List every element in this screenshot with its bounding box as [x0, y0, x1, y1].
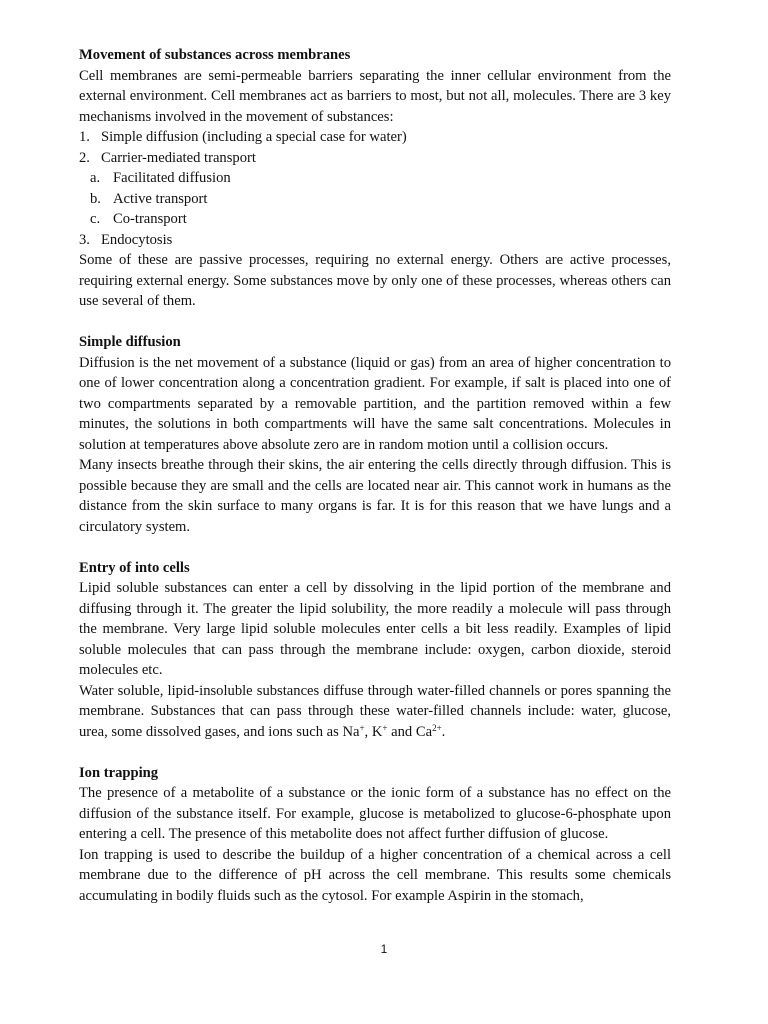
spacer — [79, 742, 671, 763]
list-item — [79, 127, 671, 148]
spacer — [79, 537, 671, 558]
list-text: Co-transport — [113, 211, 187, 227]
diffusion-paragraph-1: Diffusion is the net movement of a substance (liquid or gas) from an area of higher concentration to one of lower concentration along a concentration gradient. For example, if salt is placed into one of two compartments separated by a removable partition, and the partition removed within a few minutes, the solutions in both compartments will have the same salt concentrations. Molecules in solution at temperatures above absolute zero are in random motion until a collision occurs. — [79, 354, 671, 453]
list-item — [79, 230, 671, 251]
entry-paragraph-1: Lipid soluble substances can enter a cell by dissolving in the lipid portion of the membrane and diffusing through it. The greater the lipid solubility, the more readily a molecule will pass through the membrane. Very large lipid soluble molecules enter cells a bit less readily. Examples of lipid soluble molecules that can pass through the membrane include: oxygen, carbon dioxide, steroid molecules etc. — [79, 580, 671, 678]
calcium-charge: 2+ — [432, 722, 442, 733]
ion-paragraph-2: Ion trapping is used to describe the buildup of a higher concentration of a chemical across a cell membrane due to the difference of pH across the cell membrane. This results some chemicals accumulating in bodily fluids such as the cytosol. For example Aspirin in the stomach, — [79, 846, 671, 904]
intro-paragraph: Cell membranes are semi-permeable barriers separating the inner cellular environment from the external environment. Cell membranes act as barriers to most, but not all, molecules. There are 3 key mechanisms involved in the movement of substances: — [79, 67, 671, 125]
ion-paragraph-1: The presence of a metabolite of a substance or the ionic form of a substance has no effect on the diffusion of the substance itself. For example, glucose is metabolized to glucose-6-phosphate upon entering a cell. The presence of this metabolite does not affect further diffusion of glucose. — [79, 785, 671, 842]
diffusion-paragraph-2: Many insects breathe through their skins, the air entering the cells directly through diffusion. This is possible because they are small and the cells are located near air. This cannot work in humans as the distance from the skin surface to many organs is far. It is for this reason that we have lungs and a circulatory system. — [79, 457, 671, 535]
heading-simple-diffusion: Simple diffusion — [79, 334, 181, 350]
list-text: Facilitated diffusion — [113, 170, 231, 186]
list-letter: b. — [90, 190, 101, 207]
heading-movement: Movement of substances across membranes — [79, 47, 351, 63]
spacer — [79, 312, 671, 333]
entry-paragraph-2 — [79, 681, 671, 743]
document-body — [79, 45, 671, 906]
list-subitem — [79, 168, 671, 189]
list-text: Active transport — [113, 190, 208, 207]
list-subitem — [79, 189, 671, 210]
potassium-charge: + — [382, 722, 388, 733]
heading-entry-into-cells: Entry of into cells — [79, 559, 190, 576]
list-number: 1. — [79, 129, 90, 145]
list-text: Endocytosis — [101, 231, 173, 248]
page-number: 1 — [380, 942, 388, 956]
list-number: 3. — [79, 231, 90, 248]
list-subitem — [79, 209, 671, 230]
entry-text: . — [441, 723, 446, 740]
closing-paragraph: Some of these are passive processes, requiring no external energy. Others are active processes, requiring external energy. Some substances move by only one of these processes, whereas others can use several of them. — [79, 252, 671, 309]
sodium-charge: + — [359, 722, 365, 733]
entry-text: , K — [364, 723, 383, 740]
entry-text: Water soluble, lipid-insoluble substances diffuse through water-filled channels or pores spanning the membrane. Substances that can pass through these water-filled channels include: water, glucose, urea, some dissolved gases, and ions such as Na — [79, 682, 671, 740]
list-text: Simple diffusion (including a special case for water) — [101, 129, 407, 145]
heading-ion-trapping: Ion trapping — [79, 764, 159, 781]
list-item — [79, 148, 671, 169]
list-letter: a. — [90, 170, 101, 186]
list-text: Carrier-mediated transport — [101, 149, 256, 166]
entry-text: and Ca — [387, 723, 433, 740]
list-letter: c. — [90, 211, 101, 227]
list-number: 2. — [79, 149, 90, 166]
